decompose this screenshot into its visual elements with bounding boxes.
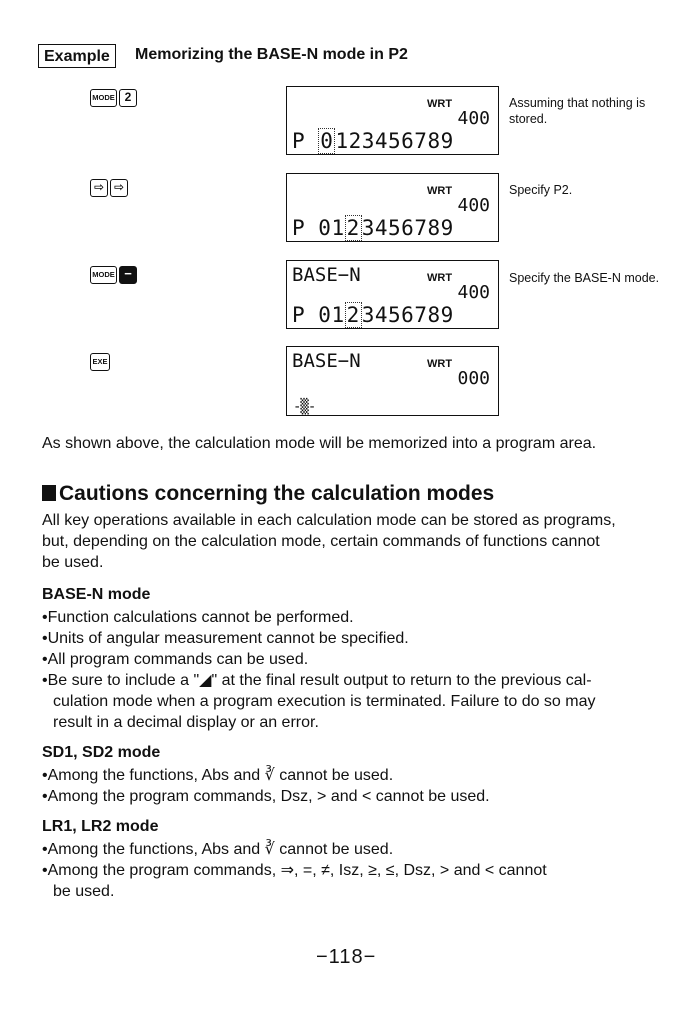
wrt-indicator: WRT <box>427 185 453 197</box>
note-2: Specify P2. <box>509 183 573 197</box>
sd-bullets <box>42 765 657 807</box>
step-2-keys <box>90 179 130 197</box>
bullet-line: •Among the functions, Abs and ∛ cannot be used. <box>42 841 394 858</box>
step-1-keys <box>90 89 139 107</box>
exe-key: EXE <box>90 353 110 371</box>
bullet-line: •Among the program commands, Dsz, > and < cannot be used. <box>42 788 490 805</box>
lcd-display-3 <box>286 260 499 329</box>
lcd-display-4 <box>286 346 499 416</box>
bullet-line: •Among the functions, Abs and ∛ cannot be used. <box>42 767 394 784</box>
wrt-indicator: WRT <box>427 98 453 110</box>
digits-pre: 01 <box>318 216 345 240</box>
right-arrow-key: ⇨ <box>90 179 108 197</box>
lcd-display-2 <box>286 173 499 242</box>
example-tag: Example <box>38 44 116 68</box>
lcd-number: 400 <box>457 195 490 216</box>
digits-post: 3456789 <box>361 216 454 240</box>
blinking-digit: 2 <box>346 216 360 240</box>
intro-line: All key operations available in each calculation mode can be stored as programs, <box>42 512 616 529</box>
mode-key: MODE <box>90 89 117 107</box>
program-prefix: P <box>292 129 319 153</box>
base-n-indicator: BASE−N <box>292 264 361 286</box>
bullet-line: •Among the program commands, ⇒, =, ≠, Isz, ≥, ≤, Dsz, > and < cannot <box>42 862 547 879</box>
digits-post: 3456789 <box>361 303 454 327</box>
lr-bullets <box>42 839 657 902</box>
black-square-icon <box>42 485 56 501</box>
note-1: Assuming that nothing is stored. <box>509 96 646 126</box>
section-title-text: Cautions concerning the calculation modes <box>59 482 495 505</box>
bullet-line: culation mode when a program execution is terminated. Failure to do so may <box>53 693 596 710</box>
lcd-program-line <box>292 303 454 327</box>
bullet-line: •Be sure to include a "◢" at the final result output to return to the previous cal- <box>42 672 592 689</box>
lcd-display-1 <box>286 86 499 155</box>
mode-heading-lr: LR1, LR2 mode <box>42 818 159 835</box>
mode-heading-sd: SD1, SD2 mode <box>42 744 161 761</box>
bullet-line: •Units of angular measurement cannot be specified. <box>42 630 409 647</box>
digits-post: 123456789 <box>335 129 454 153</box>
wrt-indicator: WRT <box>427 272 453 284</box>
bullet-line: •All program commands can be used. <box>42 651 309 668</box>
blinking-digit: 0 <box>320 129 334 153</box>
bullet-line: •Function calculations cannot be performed. <box>42 609 354 626</box>
intro-line: but, depending on the calculation mode, certain commands of functions cannot <box>42 533 600 550</box>
minus-key: − <box>119 266 137 284</box>
mode-key: MODE <box>90 266 117 284</box>
base-n-indicator: BASE−N <box>292 350 361 372</box>
lcd-number: 400 <box>457 108 490 129</box>
intro-line: be used. <box>42 554 104 571</box>
step-4-keys <box>90 353 112 371</box>
program-prefix: P <box>292 303 319 327</box>
lcd-program-line <box>292 129 454 153</box>
lcd-program-line <box>292 216 454 240</box>
lcd-number: 000 <box>457 368 490 389</box>
page-number: −118− <box>316 946 377 968</box>
blinking-cursor: -▒- <box>293 399 316 415</box>
example-title: Memorizing the BASE-N mode in P2 <box>135 46 408 63</box>
section-title <box>42 482 494 506</box>
program-prefix: P <box>292 216 319 240</box>
lcd-number: 400 <box>457 282 490 303</box>
base-n-bullets <box>42 607 657 733</box>
digits-pre: 01 <box>318 303 345 327</box>
wrt-indicator: WRT <box>427 358 453 370</box>
mode-heading-base-n: BASE-N mode <box>42 586 151 603</box>
bullet-line: result in a decimal display or an error. <box>53 714 319 731</box>
bullet-line: be used. <box>53 883 115 900</box>
note-3: Specify the BASE-N mode. <box>509 271 660 285</box>
section-intro <box>42 510 654 573</box>
summary-text: As shown above, the calculation mode will be memorized into a program area. <box>42 435 597 452</box>
key-2: 2 <box>119 89 137 107</box>
blinking-digit: 2 <box>346 303 360 327</box>
step-3-keys <box>90 266 139 284</box>
right-arrow-key: ⇨ <box>110 179 128 197</box>
